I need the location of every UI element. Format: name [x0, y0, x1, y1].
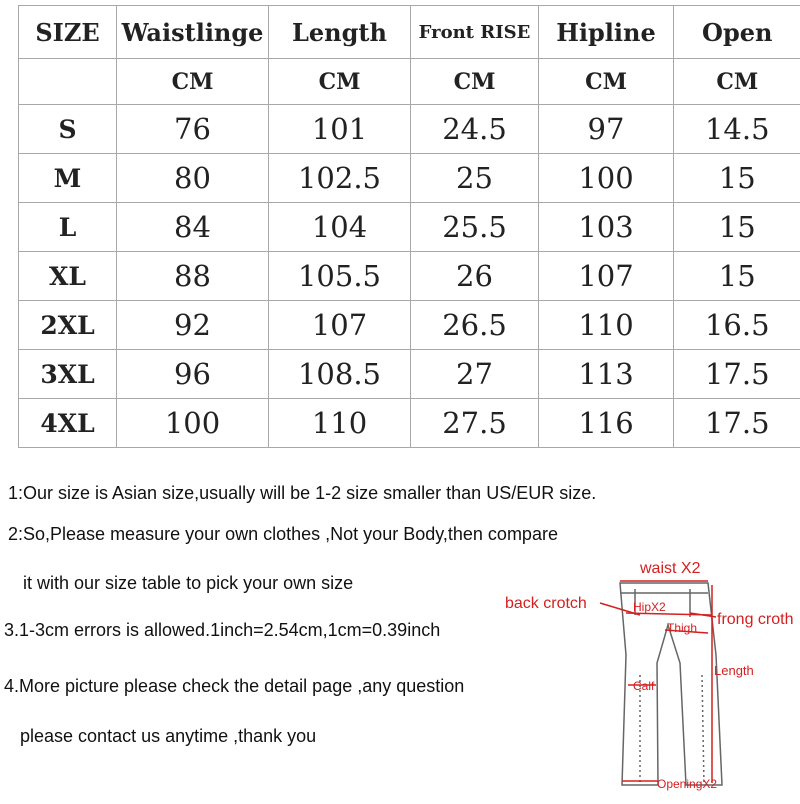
table-cell: 80 [117, 154, 269, 203]
note-errors-allowed: 3.1-3cm errors is allowed.1inch=2.54cm,1cm=0.39inch [4, 620, 440, 641]
table-cell: 92 [117, 301, 269, 350]
table-cell: 107 [269, 301, 411, 350]
table-cell: 88 [117, 252, 269, 301]
size-cell: 3XL [19, 350, 117, 399]
table-cell: 103 [539, 203, 674, 252]
unit-cell: CM [117, 59, 269, 105]
note-measure-clothes: 2:So,Please measure your own clothes ,Not your Body,then compare [8, 524, 558, 545]
label-hip: HipX2 [633, 600, 666, 614]
table-cell: 27.5 [411, 399, 539, 448]
label-waist: waist X2 [640, 560, 700, 578]
pants-measurement-diagram [490, 555, 800, 800]
table-row [19, 203, 800, 252]
table-cell: 14.5 [674, 105, 800, 154]
header-front-rise: Front RISE [411, 6, 539, 59]
table-cell: 25 [411, 154, 539, 203]
table-cell: 104 [269, 203, 411, 252]
size-cell: M [19, 154, 117, 203]
note-compare-table: it with our size table to pick your own size [23, 573, 353, 594]
unit-cell: CM [411, 59, 539, 105]
table-cell: 25.5 [411, 203, 539, 252]
label-back-crotch: back crotch [505, 595, 587, 613]
table-cell: 108.5 [269, 350, 411, 399]
label-length: Length [714, 663, 754, 678]
table-cell: 100 [117, 399, 269, 448]
size-cell: 2XL [19, 301, 117, 350]
table-cell: 100 [539, 154, 674, 203]
table-row [19, 301, 800, 350]
table-cell: 26.5 [411, 301, 539, 350]
unit-cell: CM [674, 59, 800, 105]
header-length: Length [269, 6, 411, 59]
table-cell: 96 [117, 350, 269, 399]
label-thigh: Thigh [667, 621, 697, 635]
note-contact-us: please contact us anytime ,thank you [20, 726, 316, 747]
table-cell: 24.5 [411, 105, 539, 154]
table-row [19, 399, 800, 448]
note-more-pictures: 4.More picture please check the detail page ,any question [4, 676, 464, 697]
table-cell: 76 [117, 105, 269, 154]
table-cell: 110 [269, 399, 411, 448]
table-row [19, 105, 800, 154]
size-chart-table [18, 5, 800, 448]
header-open: Open [674, 6, 800, 59]
header-size: SIZE [19, 6, 117, 59]
size-cell: L [19, 203, 117, 252]
table-row [19, 350, 800, 399]
label-calf: Calf [633, 679, 654, 693]
table-cell: 102.5 [269, 154, 411, 203]
table-cell: 15 [674, 252, 800, 301]
table-cell: 15 [674, 154, 800, 203]
table-cell: 105.5 [269, 252, 411, 301]
table-row [19, 154, 800, 203]
unit-cell: CM [269, 59, 411, 105]
table-cell: 27 [411, 350, 539, 399]
table-cell: 84 [117, 203, 269, 252]
table-cell: 113 [539, 350, 674, 399]
table-cell: 107 [539, 252, 674, 301]
table-cell: 17.5 [674, 399, 800, 448]
table-cell: 17.5 [674, 350, 800, 399]
table-cell: 15 [674, 203, 800, 252]
unit-cell [19, 59, 117, 105]
table-cell: 116 [539, 399, 674, 448]
size-cell: XL [19, 252, 117, 301]
table-cell: 26 [411, 252, 539, 301]
note-asian-size: 1:Our size is Asian size,usually will be 1-2 size smaller than US/EUR size. [8, 483, 596, 504]
size-cell: 4XL [19, 399, 117, 448]
unit-cell: CM [539, 59, 674, 105]
label-opening: OpeningX2 [657, 777, 717, 791]
table-row [19, 252, 800, 301]
table-header-row [19, 6, 800, 59]
table-cell: 110 [539, 301, 674, 350]
table-cell: 16.5 [674, 301, 800, 350]
table-cell: 97 [539, 105, 674, 154]
header-waist: Waistlinge [117, 6, 269, 59]
table-cell: 101 [269, 105, 411, 154]
size-cell: S [19, 105, 117, 154]
table-units-row [19, 59, 800, 105]
label-front-crotch: frong croth [717, 611, 793, 629]
header-hipline: Hipline [539, 6, 674, 59]
